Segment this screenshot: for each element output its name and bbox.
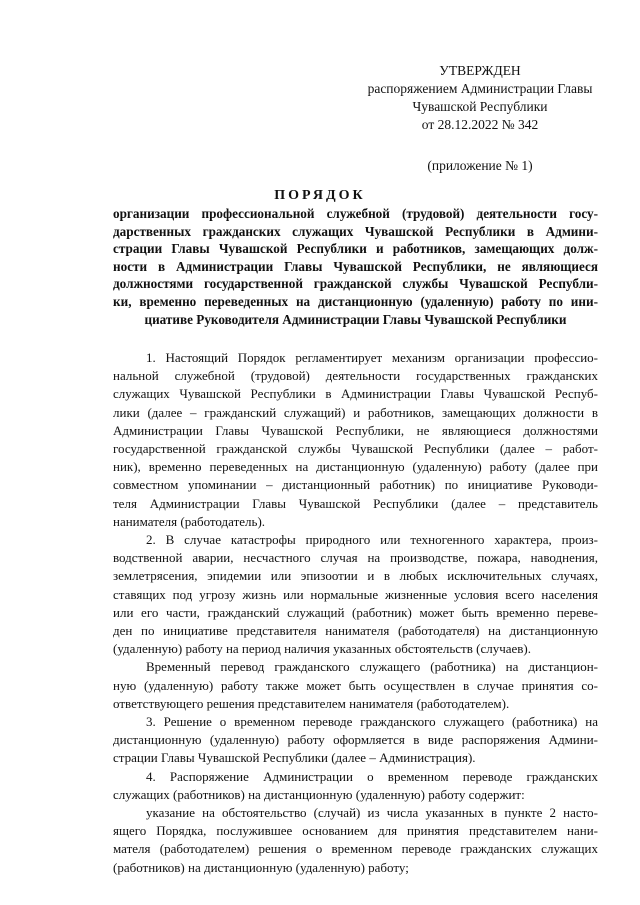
text-line: дистанционную (удаленную) работу оформляется в виде распоряжения Админи- [113, 732, 598, 748]
text-line: указание на обстоятельство (случай) из числа указанных в пункте 2 насто- [146, 805, 598, 821]
text-line: совместном упоминании – дистанционный работник) по инициативе Руководи- [113, 477, 598, 493]
document-subtitle [113, 205, 598, 328]
subtitle-line: страции Главы Чувашской Республики и работников, замещающих долж- [113, 241, 598, 257]
text-line: водственной аварии, несчастного случая на производстве, пожара, наводнения, [113, 550, 598, 566]
text-line: 1. Настоящий Порядок регламентирует механизм организации профессио- [146, 350, 598, 365]
text-line: ник), временно переведенных на дистанционную (удаленную) работу (далее при [113, 459, 598, 475]
text-line: ставящих под угрозу жизнь или нормальные жизненные условия всего населения [113, 586, 598, 602]
text-line: нальной служебной (трудовой) деятельности государственных гражданских [113, 368, 598, 384]
text-line: ную (удаленную) работу также может быть осуществлен в случае принятия со- [113, 677, 598, 693]
text-line: землетрясения, эпидемии или эпизоотии и в любых исключительных случаях, [113, 568, 598, 584]
text-line: 3. Решение о временном переводе гражданского служащего (работника) на [146, 714, 598, 730]
paragraph-4 [113, 768, 598, 804]
document-title: ПОРЯДОК [274, 188, 366, 203]
text-line: или его части, гражданский служащий (работник) может быть временно переве- [113, 604, 598, 620]
text-line: мателя (работодателем) решения о временном переводе гражданских служащих [113, 841, 598, 857]
text-line: государственной гражданской службы Чувашской Республики (далее – работ- [113, 441, 598, 457]
approval-line-republic: Чувашской Республики [412, 99, 548, 114]
text-line: ден по инициативе представителя нанимателя (работодателя) на дистанционную [113, 623, 598, 639]
paragraph-2-transfer [113, 658, 598, 713]
text-line: Временный перевод гражданского служащего (работника) на дистанцион- [146, 659, 598, 675]
text-line: теля Администрации Главы Чувашской Республики (далее – представитель [113, 495, 598, 511]
text-line: Администрации Главы Чувашской Республики, не являющиеся должностями [113, 422, 598, 438]
text-line: (удаленную) работу на период наличия указанных обстоятельств (случаев). [113, 641, 532, 657]
subtitle-line: должностями государственной гражданской службы Чувашской Республи- [113, 276, 598, 292]
paragraph-2 [113, 531, 598, 658]
subtitle-line: циативе Руководителя Администрации Главы Чувашской Республики [144, 311, 567, 327]
subtitle-line: организации профессиональной служебной (трудовой) деятельности госу- [113, 206, 598, 221]
text-line: страции Главы Чувашской Республики (далее – Администрация). [113, 750, 476, 766]
text-line: служащих Чувашской Республики в Администрации Главы Чувашской Респуб- [113, 386, 598, 402]
appendix-label: (приложение № 1) [427, 158, 533, 173]
text-line: ответствующего решения представителем нанимателя (работодателем). [113, 695, 510, 711]
approval-line-order: распоряжением Администрации Главы [367, 81, 593, 96]
paragraph-4-item [113, 804, 598, 877]
approval-line-date: от 28.12.2022 № 342 [421, 117, 539, 132]
paragraph-3 [113, 713, 598, 768]
text-line: (работников) на дистанционную (удаленную) работу; [113, 859, 409, 875]
approval-heading: УТВЕРЖДЕН [439, 63, 521, 78]
subtitle-line: ности в Администрации Главы Чувашской Республики, не являющиеся [113, 258, 598, 274]
text-line: 4. Распоряжение Администрации о временном переводе гражданских [146, 768, 598, 784]
paragraph-1 [113, 349, 598, 531]
text-line: ящего Порядка, послужившее основанием для принятия представителем нани- [113, 823, 598, 839]
subtitle-line: ки, временно переведенных на дистанционную (удаленную) работу по ини- [113, 293, 598, 309]
approval-stamp [350, 62, 610, 175]
text-line: 2. В случае катастрофы природного или техногенного характера, произ- [146, 532, 598, 548]
text-line: служащих (работников) на дистанционную (удаленную) работу содержит: [113, 786, 525, 802]
text-line: лики (далее – гражданский служащий) и работников, замещающих должности в [113, 404, 598, 420]
subtitle-line: дарственных гражданских служащих Чувашской Республики в Админи- [113, 223, 598, 239]
text-line: нанимателя (работодатель). [113, 513, 266, 529]
document-body [113, 349, 598, 877]
